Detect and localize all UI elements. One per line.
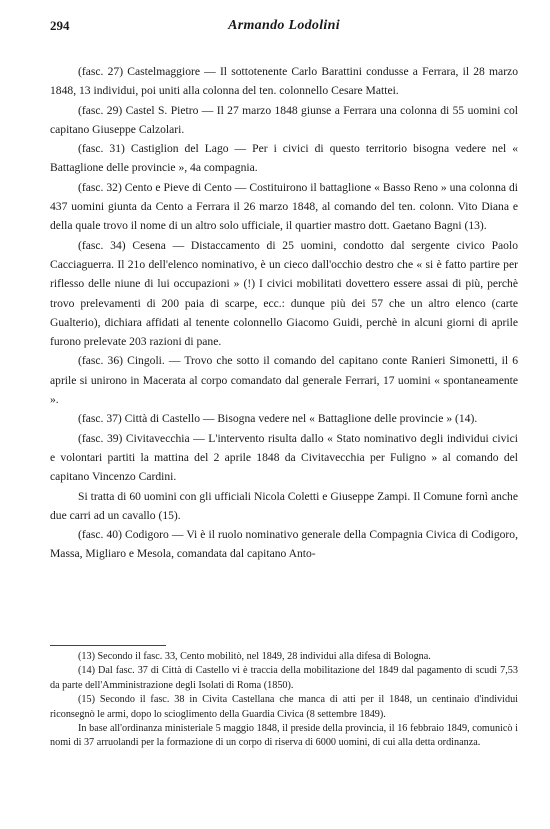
paragraph: Si tratta di 60 uomini con gli ufficiali Nicola Coletti e Giuseppe Zampi. Il Comune fornì anche due carri ad un cavallo (15).	[50, 489, 518, 522]
body-text	[50, 62, 518, 564]
footnotes	[50, 650, 518, 751]
paragraph: (fasc. 31) Castiglion del Lago — Per i civici di questo territorio bisogna vedere nel « Battaglione delle provincie », 4a compagnia.	[50, 142, 518, 175]
paragraph: (fasc. 39) Civitavecchia — L'intervento risulta dallo « Stato nominativo degli individui civici e volontari partiti la mattina del 2 aprile 1848 da Civitavecchia per Fuligno » al comando del capitano Vincenzo Cardini.	[50, 431, 518, 484]
page-number: 294	[50, 18, 70, 33]
paragraph: (fasc. 29) Castel S. Pietro — Il 27 marzo 1848 giunse a Ferrara una colonna di 55 uomini col capitano Giuseppe Calzolari.	[50, 103, 518, 136]
footnote: (13) Secondo il fasc. 33, Cento mobilitò, nel 1849, 28 individui alla difesa di Bologna.	[78, 651, 431, 662]
footnote: (15) Secondo il fasc. 38 in Civita Castellana che manca di atti per il 1848, un centinaio d'individui riconsegnò le armi, dopo lo scioglimento della Guardia Civica (8 settembre 1849).	[50, 694, 518, 720]
footnote: (14) Dal fasc. 37 di Città di Castello vi è traccia della mobilitazione del 1849 dal pagamento di scudi 7,53 da parte dell'Amministrazione degli Isolati di Roma (1850).	[50, 665, 518, 691]
paragraph: (fasc. 34) Cesena — Distaccamento di 25 uomini, condotto dal sergente civico Paolo Cacciaguerra. Il 21o dell'elenco nominativo, è un cieco dall'occhio destro che « si è fatto partire per riflesso delle niune di lui occupazioni » (!) I civici mobilitati dovettero essere assai di più, perchè trovo prelevamenti di 200 paia di scarpe, ecc.: dunque più dei 57 che un altro elenco (carte Gualterio), dichiara affidati al tenente colonnello Giacomo Guidi, perchè in alcuni giorni di aprile furono prelevate 203 razioni di pane.	[50, 238, 518, 349]
paragraph: (fasc. 32) Cento e Pieve di Cento — Costituirono il battaglione « Basso Reno » una colonna di 437 uomini giunta da Cento a Ferrara il 26 marzo 1848, al comando del ten. colonn. Vito Diana e della quale trovo il nome di un altro solo ufficiale, il quartier mastro dott. Gaetano Bagni (13).	[50, 180, 518, 233]
paragraph: (fasc. 37) Città di Castello — Bisogna vedere nel « Battaglione delle provincie » (14).	[78, 412, 478, 426]
footnote-divider	[50, 645, 166, 646]
running-head: Armando Lodolini	[228, 18, 340, 33]
paragraph: (fasc. 27) Castelmaggiore — Il sottotenente Carlo Barattini condusse a Ferrara, il 28 marzo 1848, 13 individui, poi uniti alla colonna del ten. colonnello Cesare Mattei.	[50, 65, 518, 98]
page-header	[50, 18, 518, 38]
paragraph: (fasc. 36) Cingoli. — Trovo che sotto il comando del capitano conte Ranieri Simonetti, il 6 aprile si unirono in Macerata al corpo comandato dal generale Ferrari, 17 uomini « spontaneamente ».	[50, 354, 518, 407]
paragraph: (fasc. 40) Codigoro — Vi è il ruolo nominativo generale della Compagnia Civica di Codigoro, Massa, Migliaro e Mesola, comandata dal capitano Anto-	[50, 528, 518, 561]
footnote: In base all'ordinanza ministeriale 5 maggio 1848, il preside della provincia, il 16 febbraio 1849, comunicò i nomi di 37 arruolandi per la formazione di un corpo di riserva di 6000 uomini, di cui alla detta ordinanza.	[50, 723, 518, 749]
